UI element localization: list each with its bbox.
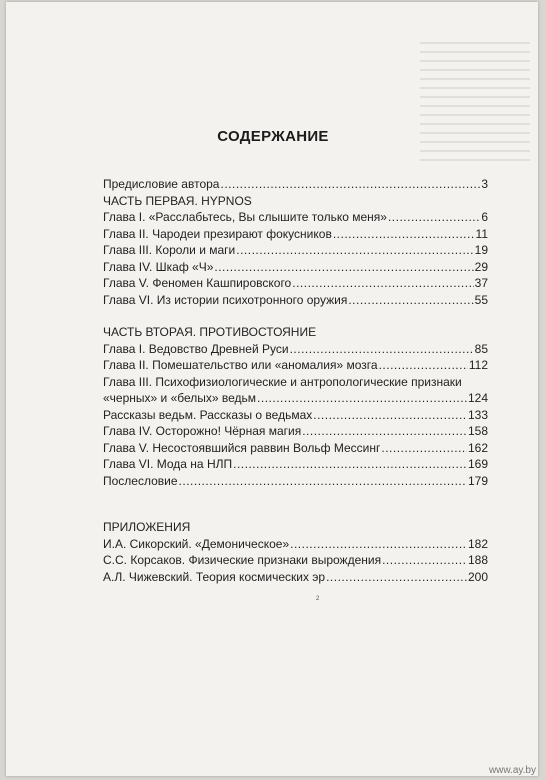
toc-label: Послесловие <box>103 473 178 488</box>
toc-entry <box>103 536 488 553</box>
leader-dots <box>257 390 467 407</box>
toc-page: 158 <box>467 424 488 438</box>
leader-dots <box>220 176 480 193</box>
toc-page: 11 <box>475 226 488 241</box>
toc-page: 55 <box>474 292 488 307</box>
toc-label: Глава I. Ведовство Древней Руси <box>103 341 289 356</box>
leader-dots <box>233 456 467 473</box>
toc-label: Глава I. «Расслабьтесь, Вы слышите только меня» <box>103 210 387 224</box>
toc-label: Глава V. Несостоявшийся раввин Вольф Мессинг <box>103 440 381 455</box>
toc-page: 162 <box>467 440 488 455</box>
toc-entry <box>103 423 488 440</box>
toc-page: 85 <box>474 341 488 356</box>
leader-dots <box>292 275 473 292</box>
toc-label: И.А. Сикорский. «Демоническое» <box>103 536 290 551</box>
page-number: 2 <box>316 596 320 602</box>
leader-dots <box>313 407 467 424</box>
leader-dots <box>290 536 467 553</box>
toc-label: Предисловие автора <box>103 177 220 191</box>
part-one-title: ЧАСТЬ ПЕРВАЯ. HYPNOS <box>103 193 252 208</box>
toc-page: 19 <box>474 243 488 257</box>
toc-entry <box>103 552 488 569</box>
toc-page: 188 <box>467 553 488 567</box>
toc-page: 182 <box>467 536 488 551</box>
toc-label: Глава II. Помешательство или «аномалия» мозга <box>103 358 378 372</box>
leader-dots <box>302 423 467 440</box>
toc-label: Глава V. Феномен Кашпировского <box>103 276 292 290</box>
appendix-title: ПРИЛОЖЕНИЯ <box>103 520 191 534</box>
toc-page: 3 <box>481 177 488 191</box>
part-two-title: ЧАСТЬ ВТОРАЯ. ПРОТИВОСТОЯНИЕ <box>103 325 317 339</box>
toc-page: 200 <box>467 569 488 584</box>
toc-page: 124 <box>467 391 488 405</box>
toc-label: Глава VI. Мода на НЛП <box>103 457 233 471</box>
toc-label: А.Л. Чижевский. Теория космических эр <box>103 569 326 584</box>
toc-entry-line1: Глава III. Психофизиологические и антропологические признаки <box>103 374 462 389</box>
toc-label: Глава II. Чародеи презирают фокусников <box>103 226 332 241</box>
toc-label: Рассказы ведьм. Рассказы о ведьмах <box>103 407 313 422</box>
leader-dots <box>381 440 467 457</box>
toc-entry <box>103 341 488 358</box>
toc-entry <box>103 357 488 374</box>
toc-entry <box>103 440 488 457</box>
toc-page: 112 <box>468 358 488 372</box>
page-title: СОДЕРЖАНИЕ <box>217 128 329 145</box>
leader-dots <box>379 357 468 374</box>
toc-label: Глава IV. Осторожно! Чёрная магия <box>103 424 302 438</box>
leader-dots <box>290 341 474 358</box>
toc-page: 29 <box>474 259 488 274</box>
toc-entry <box>103 456 488 473</box>
leader-dots <box>214 259 473 276</box>
leader-dots <box>348 292 473 309</box>
toc-page: 37 <box>474 276 488 290</box>
toc-label: Глава IV. Шкаф «Ч» <box>103 259 214 274</box>
table-of-contents <box>103 176 488 585</box>
toc-entry-preface <box>103 176 488 193</box>
toc-entry <box>103 242 488 259</box>
toc-entry <box>103 275 488 292</box>
leader-dots <box>236 242 473 259</box>
toc-entry <box>103 390 488 407</box>
toc-entry <box>103 226 488 243</box>
toc-entry <box>103 259 488 276</box>
toc-entry <box>103 209 488 226</box>
leader-dots <box>388 209 480 226</box>
spacer <box>103 308 488 324</box>
leader-dots <box>382 552 467 569</box>
spacer <box>103 489 488 519</box>
toc-label: Глава III. Короли и маги <box>103 243 236 257</box>
toc-page: 6 <box>481 210 488 224</box>
toc-entry <box>103 407 488 424</box>
toc-entry <box>103 569 488 586</box>
toc-label: С.С. Корсаков. Физические признаки вырождения <box>103 553 382 567</box>
toc-page: 169 <box>467 457 488 471</box>
leader-dots <box>326 569 467 586</box>
toc-label: «черных» и «белых» ведьм <box>103 391 257 405</box>
leader-dots <box>333 226 475 243</box>
toc-entry-afterword <box>103 473 488 490</box>
toc-label: Глава VI. Из истории психотронного оружия <box>103 292 348 307</box>
toc-entry <box>103 292 488 309</box>
toc-page: 133 <box>467 407 488 422</box>
toc-page: 179 <box>467 473 488 488</box>
leader-dots <box>179 473 467 490</box>
watermark: www.ay.by <box>488 765 536 776</box>
